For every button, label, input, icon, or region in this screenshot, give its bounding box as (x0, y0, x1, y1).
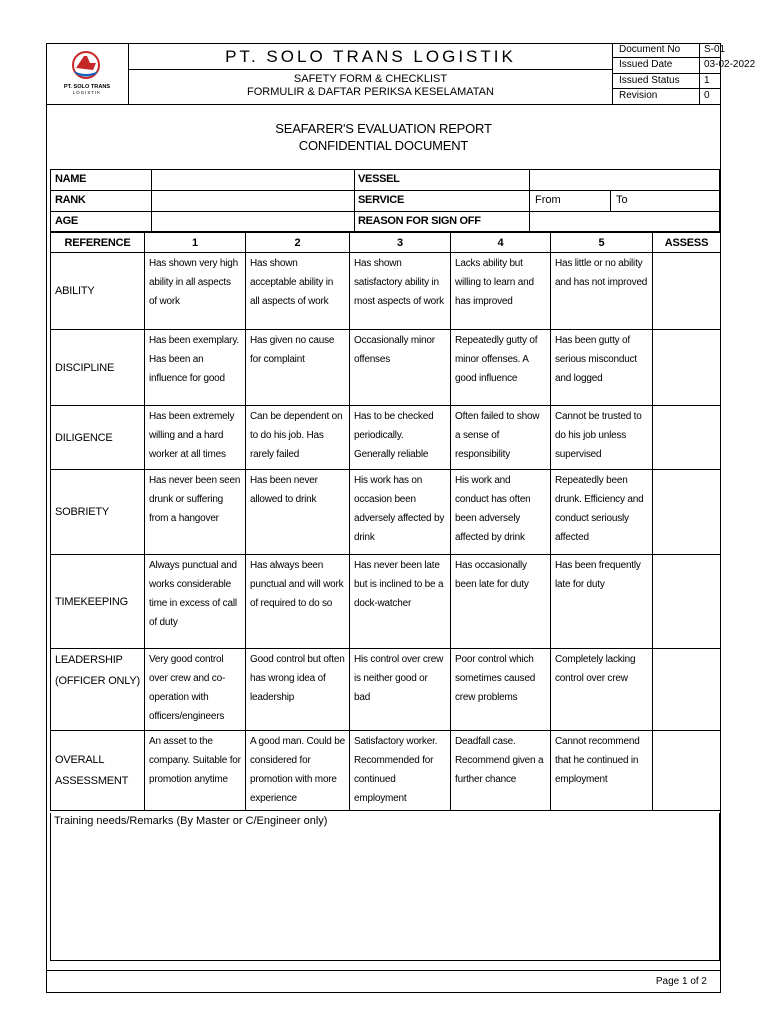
header-score-5: 5 (551, 233, 653, 253)
criteria-cell: Good control but often has wrong idea of leadership (246, 649, 350, 731)
header-divider (46, 104, 721, 105)
assess-cell[interactable] (653, 731, 721, 811)
header-score-1: 1 (145, 233, 246, 253)
header-score-2: 2 (246, 233, 350, 253)
criteria-cell: Often failed to show a sense of responsibility (451, 406, 551, 470)
header-assess: ASSESS (653, 233, 721, 253)
logo-text-2: LOGISTIK (72, 90, 102, 95)
table-row (51, 649, 721, 731)
assess-cell[interactable] (653, 330, 721, 406)
service-from-label: From (535, 194, 561, 206)
service-label: SERVICE (358, 194, 404, 206)
name-label: NAME (55, 173, 87, 185)
criteria-cell: His control over crew is neither good or bad (350, 649, 451, 731)
service-to-label: To (616, 194, 628, 206)
table-row (51, 470, 721, 555)
reference-cell: TIMEKEEPING (51, 555, 145, 649)
remarks-field[interactable] (50, 813, 720, 961)
company-name: PT. SOLO TRANS LOGISTIK (129, 43, 612, 70)
table-row (51, 555, 721, 649)
company-logo (46, 43, 129, 104)
criteria-cell: Deadfall case. Recommend given a further chance (451, 731, 551, 811)
header-reference: REFERENCE (51, 233, 145, 253)
reference-cell: DILIGENCE (51, 406, 145, 470)
criteria-cell: Has shown very high ability in all aspects of work (145, 253, 246, 330)
assess-cell[interactable] (653, 406, 721, 470)
criteria-cell: Has been frequently late for duty (551, 555, 653, 649)
seafarer-details (50, 169, 720, 232)
criteria-cell: Cannot recommend that he continued in employment (551, 731, 653, 811)
criteria-cell: An asset to the company. Suitable for promotion anytime (145, 731, 246, 811)
reference-cell: DISCIPLINE (51, 330, 145, 406)
criteria-cell: His work and conduct has often been adversely affected by drink (451, 470, 551, 555)
criteria-cell: Has never been seen drunk or suffering from a hangover (145, 470, 246, 555)
criteria-cell: Has been exemplary. Has been an influence for good (145, 330, 246, 406)
criteria-cell: Has to be checked periodically. Generally reliable (350, 406, 451, 470)
meta-issued-status: Issued Status 1 (613, 74, 721, 89)
ship-logo-icon (46, 43, 129, 104)
criteria-cell: Repeatedly gutty of minor offenses. A good influence (451, 330, 551, 406)
header-score-4: 4 (451, 233, 551, 253)
rank-label: RANK (55, 194, 86, 206)
reference-cell: ABILITY (51, 253, 145, 330)
criteria-cell: Has little or no ability and has not improved (551, 253, 653, 330)
criteria-cell: Very good control over crew and co-operation with officers/engineers (145, 649, 246, 731)
assess-cell[interactable] (653, 253, 721, 330)
confidential-label: CONFIDENTIAL DOCUMENT (298, 138, 469, 153)
report-title: SEAFARER'S EVALUATION REPORT (275, 121, 492, 136)
criteria-cell: Has been never allowed to drink (246, 470, 350, 555)
table-row (51, 330, 721, 406)
criteria-cell: Has shown satisfactory ability in most aspects of work (350, 253, 451, 330)
age-label: AGE (55, 215, 78, 227)
criteria-cell: Has occasionally been late for duty (451, 555, 551, 649)
criteria-cell: Can be dependent on to do his job. Has rarely failed (246, 406, 350, 470)
table-row (51, 253, 721, 330)
form-header (46, 43, 756, 104)
reference-cell: SOBRIETY (51, 470, 145, 555)
criteria-cell: Occasionally minor offenses (350, 330, 451, 406)
table-row (51, 731, 721, 811)
remarks-label: Training needs/Remarks (By Master or C/Engineer only) (54, 815, 328, 827)
criteria-cell: Has given no cause for complaint (246, 330, 350, 406)
criteria-cell: Always punctual and works considerable time in excess of call of duty (145, 555, 246, 649)
document-meta (613, 43, 756, 104)
reference-cell: LEADERSHIP (OFFICER ONLY) (51, 649, 145, 731)
page-number: Page 1 of 2 (655, 976, 707, 987)
reference-cell: OVERALL ASSESSMENT (51, 731, 145, 811)
table-header-row (51, 233, 721, 253)
assess-cell[interactable] (653, 555, 721, 649)
meta-issued-date: Issued Date 03-02-2022 (613, 58, 721, 73)
criteria-cell: Has always been punctual and will work of required to do so (246, 555, 350, 649)
criteria-cell: Has shown acceptable ability in all aspects of work (246, 253, 350, 330)
meta-revision: Revision 0 (613, 89, 721, 104)
evaluation-table (50, 232, 721, 811)
vessel-label: VESSEL (358, 173, 400, 185)
criteria-cell: Cannot be trusted to do his job unless supervised (551, 406, 653, 470)
reason-sign-off-label: REASON FOR SIGN OFF (358, 215, 481, 227)
page-footer (46, 970, 721, 994)
criteria-cell: Lacks ability but willing to learn and has improved (451, 253, 551, 330)
form-subtitle-id: FORMULIR & DAFTAR PERIKSA KESELAMATAN (247, 86, 494, 98)
criteria-cell: His work has on occasion been adversely affected by drink (350, 470, 451, 555)
criteria-cell: Satisfactory worker. Recommended for continued employment (350, 731, 451, 811)
table-row (51, 406, 721, 470)
criteria-cell: Poor control which sometimes caused crew problems (451, 649, 551, 731)
logo-text-1: PT. SOLO TRANS (63, 84, 111, 90)
criteria-cell: Has been extremely willing and a hard worker at all times (145, 406, 246, 470)
criteria-cell: Repeatedly been drunk. Efficiency and conduct seriously affected (551, 470, 653, 555)
header-center (129, 43, 613, 104)
criteria-cell: Completely lacking control over crew (551, 649, 653, 731)
form-subtitle-en: SAFETY FORM & CHECKLIST (293, 73, 448, 85)
criteria-cell: Has never been late but is inclined to be a dock-watcher (350, 555, 451, 649)
criteria-cell: A good man. Could be considered for promotion with more experience (246, 731, 350, 811)
header-score-3: 3 (350, 233, 451, 253)
meta-document-no: Document No S-01 (613, 43, 721, 58)
assess-cell[interactable] (653, 649, 721, 731)
criteria-cell: Has been gutty of serious misconduct and logged (551, 330, 653, 406)
assess-cell[interactable] (653, 470, 721, 555)
